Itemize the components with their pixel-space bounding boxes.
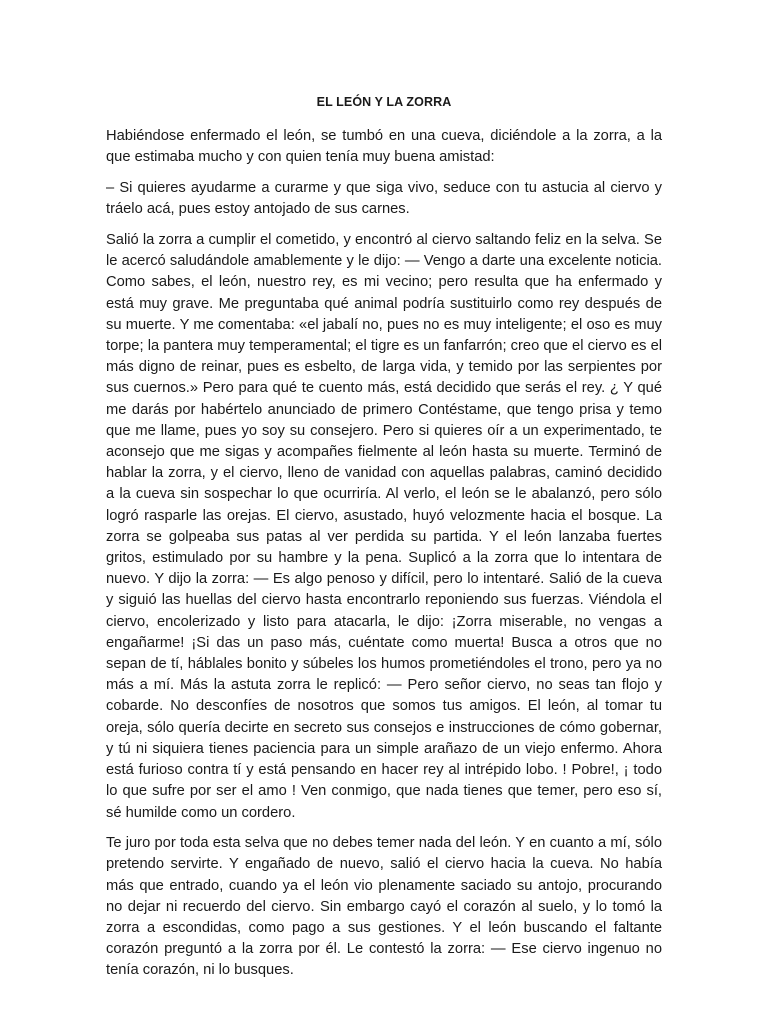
paragraph-3: Salió la zorra a cumplir el cometido, y encontró al ciervo saltando feliz en la selva. Se le acercó saludándole amablemente y le dijo: — Vengo a darte una excelente noticia. Como sabes, el león, nuestro rey, es mi vecino; pero resulta que ha enfermado y está muy grave. Me preguntaba qué animal podría sustituirlo como rey después de su muerte. Y me comentaba: «el jabalí no, pues no es muy inteligente; el oso es muy torpe; la pantera muy temperamental; el tigre es un fanfarrón; creo que el ciervo es el más digno de reinar, pues es esbelto, de larga vida, y temido por las serpientes por sus cuernos.» Pero para qué te cuento más, está decidido que serás el rey. ¿ Y qué me darás por habértelo anunciado de primero Contéstame, que tengo prisa y temo que me llame, pues yo soy su consejero. Pero si quieres oír a un experimentado, te aconsejo que me sigas y acompañes fielmente al león hasta su muerte. Terminó de hablar la zorra, y el ciervo, lleno de vanidad con aquellas palabras, caminó decidido a la cueva sin sospechar lo que ocurriría. Al verlo, el león se le abalanzó, pero sólo logró rasparle las orejas. El ciervo, asustado, huyó velozmente hacia el bosque. La zorra se golpeaba sus patas al ver perdida su partida. Y el león lanzaba fuertes gritos, estimulado por su hambre y la pena. Suplicó a la zorra que lo intentara de nuevo. Y dijo la zorra: — Es algo penoso y difícil, pero lo intentaré. Salió de la cueva y siguió las huellas del ciervo hasta encontrarlo reponiendo sus fuerzas. Viéndola el ciervo, encolerizado y listo para atacarla, le dijo: ¡Zorra miserable, no vengas a engañarme! ¡Si das un paso más, cuéntate como muerta! Busca a otros que no sepan de tí, háblales bonito y súbeles los humos prometiéndoles el trono, pero ya no más a mí. Más la astuta zorra le replicó: — Pero señor ciervo, no seas tan flojo y cobarde. No desconfíes de nosotros que somos tus amigos. El león, al tomar tu oreja, sólo quería decirte en secreto sus consejos e instrucciones de cómo gobernar, y tú ni siquiera tienes paciencia para un simple arañazo de un viejo enfermo. Ahora está furioso contra tí y está pensando en hacer rey al intrépido lobo. ! Pobre!, ¡ todo lo que sufre por ser el amo ! Ven conmigo, que nada tienes que temer, pero eso sí, sé humilde como un cordero.	[106, 232, 662, 821]
paragraph-4: Te juro por toda esta selva que no debes temer nada del león. Y en cuanto a mí, sólo pretendo servirte. Y engañado de nuevo, salió el ciervo hacia la cueva. No había más que entrado, cuando ya el león vio plenamente saciado su antojo, procurando no dejar ni recuerdo del ciervo. Sin embargo cayó el corazón al suelo, y lo tomó la zorra a escondidas, como pago a sus gestiones. Y el león buscando el faltante corazón preguntó a la zorra por él. Le contestó la zorra: — Ese ciervo ingenuo no tenía corazón, ni lo busques.	[106, 835, 662, 979]
page-title: EL LEÓN Y LA ZORRA	[316, 95, 452, 109]
paragraph-1: Habiéndose enfermado el león, se tumbó en una cueva, diciéndole a la zorra, a la que estimaba mucho y con quien tenía muy buena amistad:	[106, 128, 662, 166]
document-page	[106, 92, 662, 991]
paragraph-2: – Si quieres ayudarme a curarme y que siga vivo, seduce con tu astucia al ciervo y tráelo acá, pues estoy antojado de sus carnes.	[106, 180, 662, 218]
